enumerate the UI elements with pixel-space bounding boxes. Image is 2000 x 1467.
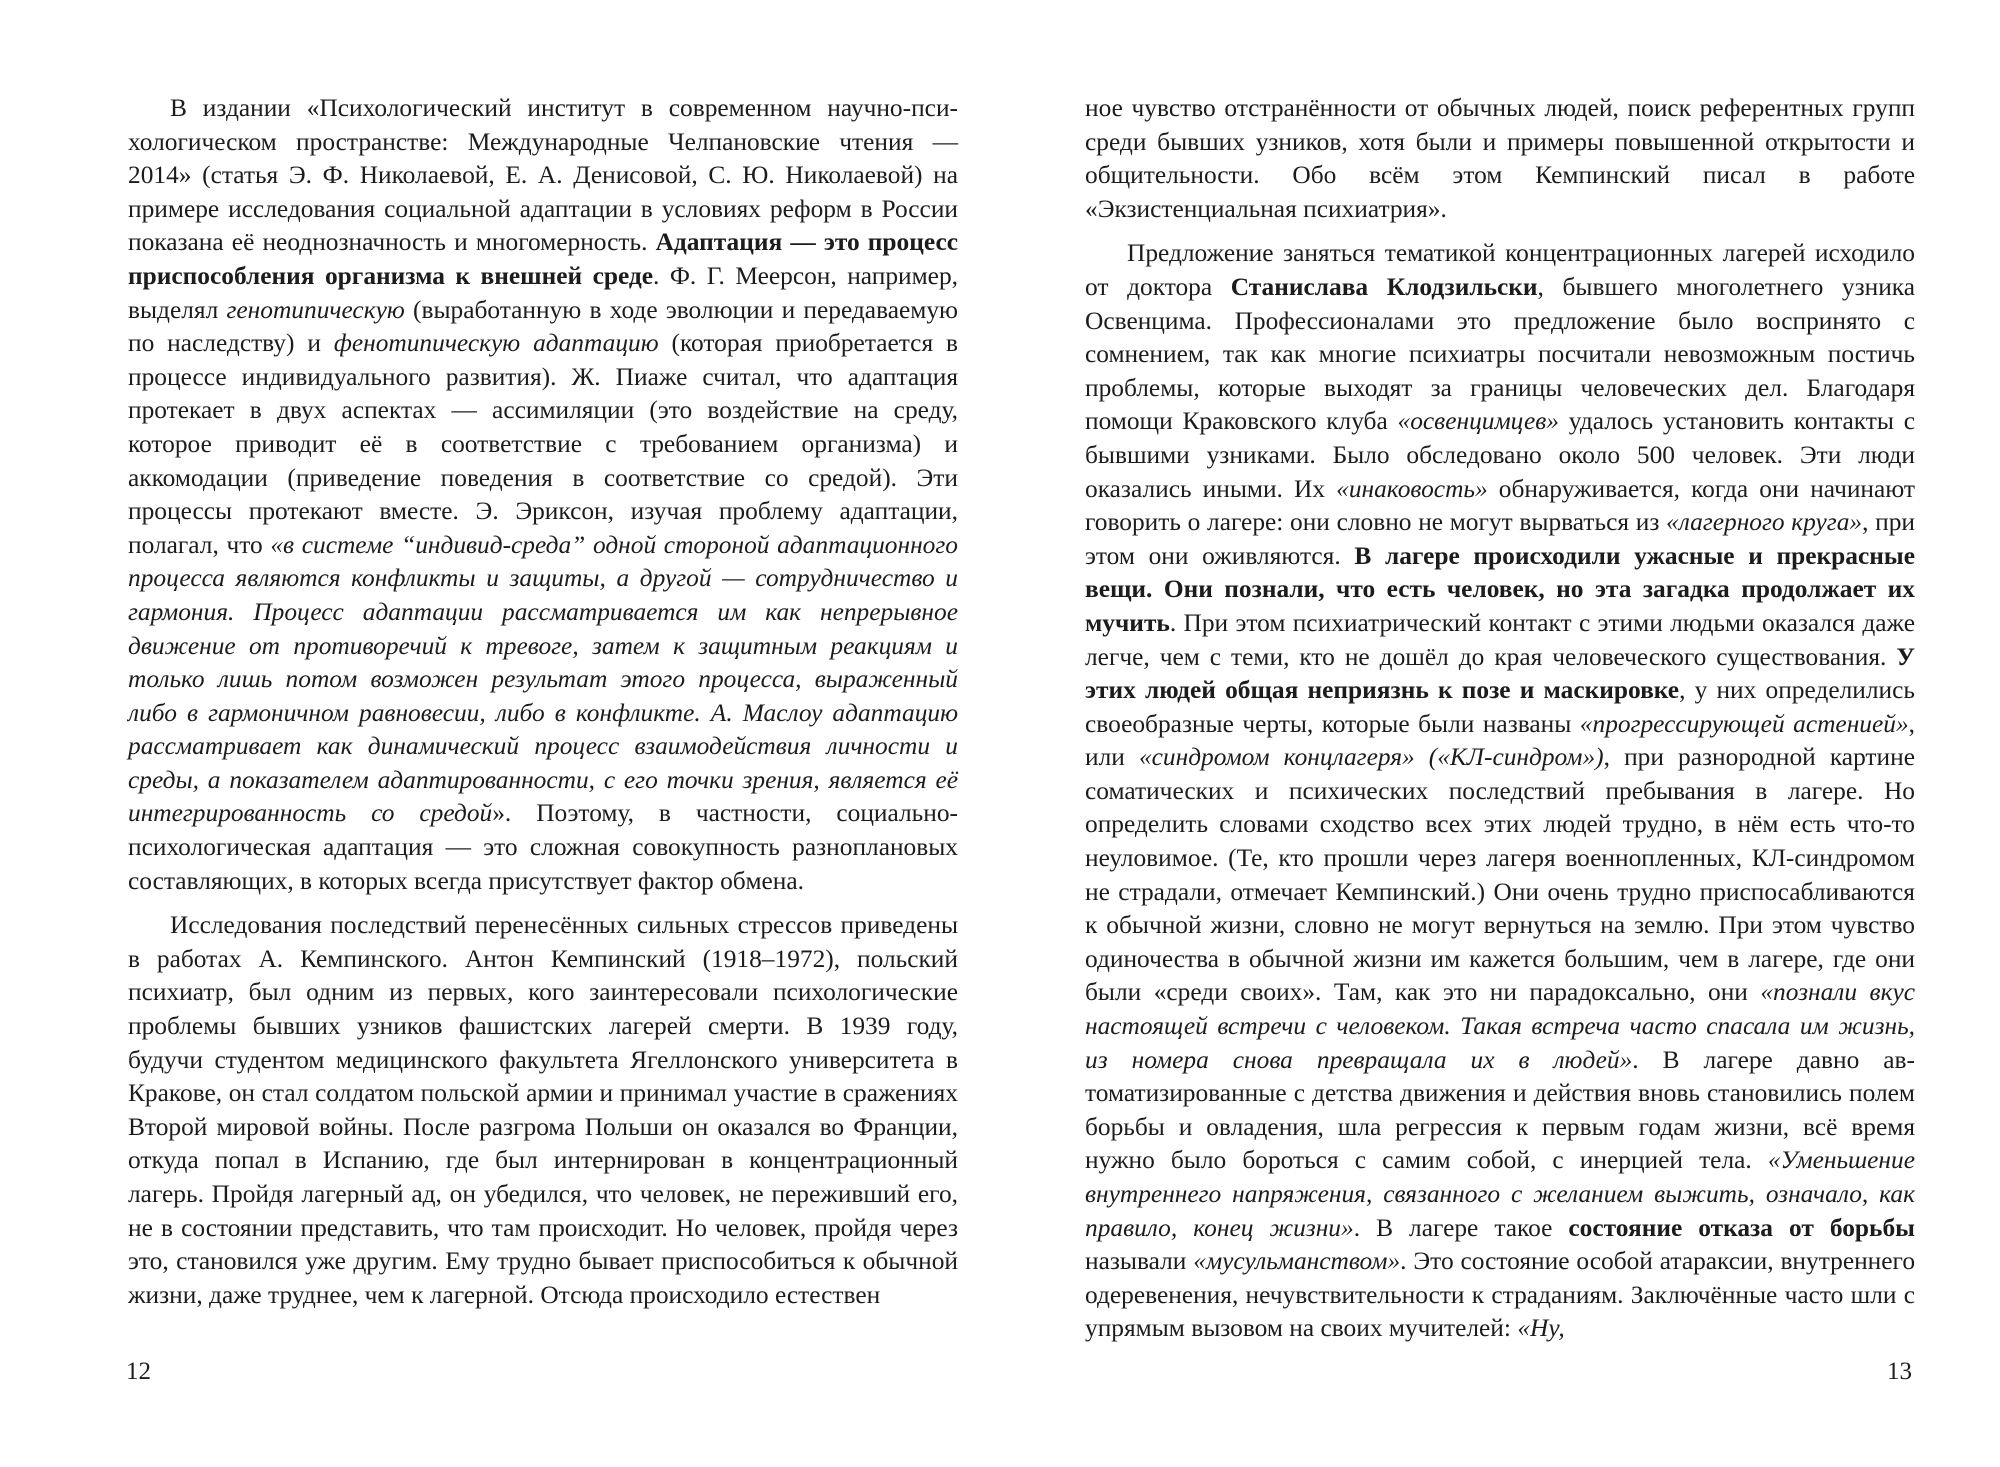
paragraph	[1085, 92, 1915, 226]
text-run: , при разнородной картине соматических и психических последствий пребывания в лагере. Но определить словами сходство всех этих людей трудно, в нём есть что-то неуловимое. (Те, кто прошли через лагеря военнопленных, КЛ-синдромом не страдали, отмечает Кемпинский.) Они очень трудно приспосабливаются к обычной жизни, словно не могут вернуться на землю. При этом чувство одиночества в обычной жизни им кажется большим, чем в лагере, где они были «среди своих». Там, как это ни парадоксально, они	[1085, 743, 1915, 1007]
text-run: называли	[1085, 1247, 1194, 1276]
text-run: (которая приобретается в процессе индивидуального развития). Ж. Пиаже считал, что адаптация протекает в двух аспектах — ассимиляции (это воздействие на среду, которое приводит её в соответствие с требованием организма) и аккомодации (приведение поведения в соответствие со средой). Эти процессы протекают вместе. Э. Эриксон, изучая проблему адаптации, полагал, что	[128, 329, 958, 559]
text-run: ». Поэтому, в частности, социально-психологическая адаптация — это сложная совокупность разноплановых составляющих, в которых всегда присутствует фактор обмена.	[128, 799, 958, 895]
text-run: , или	[1085, 709, 1916, 772]
bold-text: В лагере происходили ужасные и прекрасные вещи. Они познали, что есть человек, но эта загадка продолжает их мучить	[1085, 541, 1915, 637]
bold-text: Станислава Клодзильски	[1230, 272, 1538, 301]
italic-text: «в системе “индивид-среда” одной стороной адаптационного процесса являются конфликты и защиты, а другой — сотрудничество и гармония. Процесс адаптации рассматривается им как непрерывное движение от противоречий к тревоге, затем к защитным реакциям и только лишь потом возможен результат этого процесса, выраженный либо в гармоничном равновесии, либо в конфликте. А. Маслоу адаптацию рассматривает как динамический процесс взаимодействия личности и среды, а показателем адаптированности, с его точки зрения, является её интегрированность со средой	[128, 530, 958, 828]
italic-text: фенотипическую адаптацию	[333, 329, 659, 358]
text-run: , бывшего многолетнего узника Освенцима. Профессионалами это предложение было воспринято с сомнением, так как многие психиатры посчитали невозможным постичь проблемы, которые выходят за границы человеческих дел. Благодаря помощи Краковского клуба	[1085, 272, 1916, 436]
italic-text: «синдромом концлагеря» («КЛ-синдром»)	[1138, 743, 1604, 772]
bold-text: Адаптация — это процесс приспособления организма к внешней среде	[128, 228, 958, 290]
text-run: удалось установить контакты с бывшими узниками. Было обследовано около 500 человек. Эти люди оказались иными. Их	[1085, 407, 1915, 503]
paragraph	[128, 92, 958, 898]
text-run: , у них определились своеобразные черты, которые были названы	[1085, 676, 1915, 738]
text-run: . При этом психиатрический контакт с этими людьми оказался даже легче, чем с теми, кто не дошёл до края человеческого существования.	[1085, 608, 1915, 671]
text-run: ное чувство отстранённости от обычных людей, поиск референтных групп среди бывших узников, хотя были и примеры повышенной открытости и общительности. Обо всём этом Кемпинский писал в работе «Экзистенциальная психиатрия».	[1085, 94, 1915, 223]
italic-text: «освенцимцев»	[1397, 407, 1559, 436]
left-page-text	[128, 92, 958, 1312]
text-run: . Ф. Г. Меерсон, например, выделял	[128, 261, 958, 324]
text-run: . Это состояние особой атараксии, внутреннего одеревенения, нечувствительности к страданиям. Заключённые часто шли с упрямым вызовом на своих мучителей:	[1085, 1247, 1916, 1343]
right-page-text	[1085, 92, 1915, 1346]
text-run: . В лагере давно автоматизированные с детства движения и действия вновь становились полем борьбы и овладения, шла регрессия к первым годам жизни, всё время нужно было бороться с самим собой, с инерцией тела.	[1085, 1045, 1915, 1175]
page-number: 12	[126, 1358, 151, 1385]
italic-text: «познали вкус настоящей встречи с человеком. Такая встреча часто спасала им жизнь, из номера снова превращала их в людей»	[1085, 978, 1915, 1074]
paragraph	[1085, 237, 1915, 1346]
italic-text: генотипическую	[226, 295, 405, 324]
text-run: (выработанную в ходе эволюции и передаваемую по наследству) и	[128, 295, 958, 358]
page-number: 13	[1887, 1358, 1912, 1385]
text-run: обнаруживается, когда они начинают говорить о лагере: они словно не могут вырваться из	[1085, 474, 1916, 537]
italic-text: «инаковость»	[1336, 474, 1488, 503]
text-run: Предложение заняться тематикой концентрационных лагерей исходило от доктора	[1085, 239, 1915, 301]
italic-text: «мусульманством»	[1193, 1247, 1401, 1276]
text-run: . В лагере такое	[1353, 1213, 1569, 1242]
text-run: , при этом они оживляются.	[1085, 508, 1916, 570]
bold-text: У этих людей общая неприязнь к позе и маскировке	[1085, 642, 1915, 705]
italic-text: «Ну,	[1517, 1314, 1565, 1343]
italic-text: «лагерного круга»	[1666, 508, 1863, 537]
italic-text: «прогрессирующей астенией»	[1579, 709, 1909, 738]
paragraph	[128, 909, 958, 1312]
italic-text: «Уменьшение внутреннего напряжения, связанного с желанием выжить, означало, как правило, конец жизни»	[1085, 1146, 1915, 1242]
text-run: Исследования последствий перенесённых сильных стрессов приведены в работах А. Кемпинского. Антон Кемпинский (1918–1972), польский психиатр, был одним из первых, кого заинтересовали психологические проблемы бывших узников фашистских лагерей смерти. В 1939 году, будучи студентом медицинского факультета Ягеллонского университета в Кракове, он стал солдатом польской армии и принимал участие в сражениях Второй мировой войны. После разгрома Польши он оказался во Франции, откуда попал в Испанию, где был интернирован в концентрационный лагерь. Пройдя лагерный ад, он убедился, что человек, не переживший его, не в состоянии представить, что там происходит. Но человек, пройдя через это, становился уже другим. Ему трудно бывает приспособиться к обычной жизни, даже труднее, чем к лагерной. Отсюда происходило естествен	[128, 911, 958, 1309]
bold-text: состояние отказа от борьбы	[1568, 1213, 1915, 1242]
text-run: В издании «Психологический институт в современном научно-психологическом пространстве: Международные Челпановские чтения — 2014» (статья Э. Ф. Николаевой, Е. А. Денисовой, С. Ю. Николаевой) на примере исследования социальной адаптации в условиях реформ в России показана её неоднозначность и многомерность.	[128, 94, 958, 257]
